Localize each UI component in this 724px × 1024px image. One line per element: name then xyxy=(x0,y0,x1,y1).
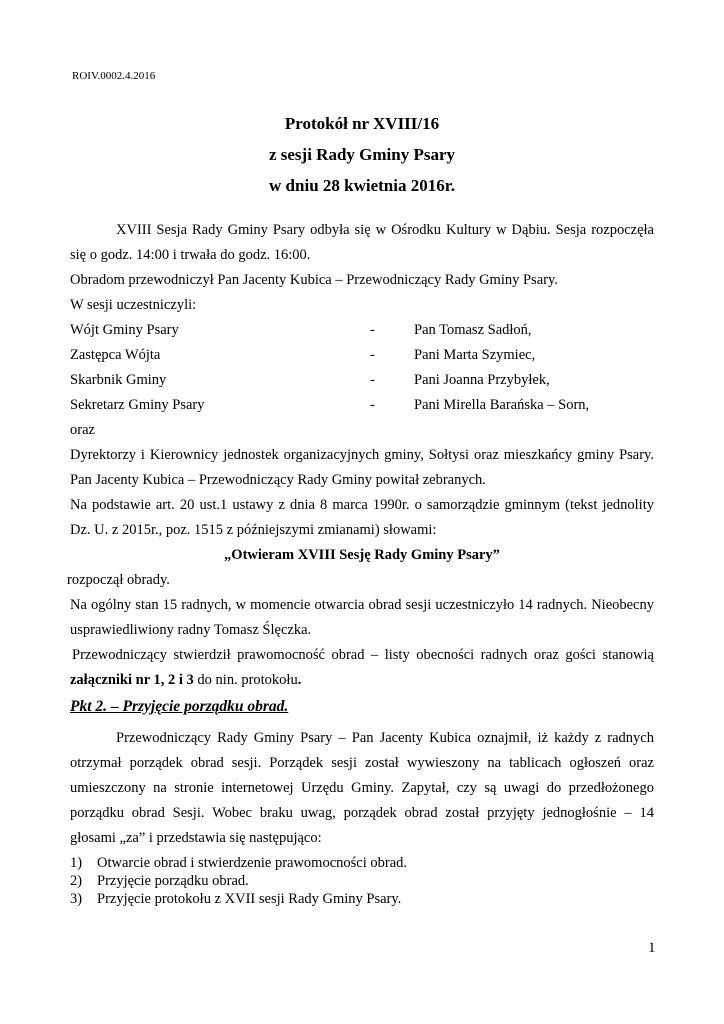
agenda-item: Przyjęcie protokołu z XVII sesji Rady Gminy Psary. xyxy=(97,891,402,907)
legal-basis-line-1: Na podstawie art. 20 ust.1 ustawy z dnia 8 marca 1990r. o samorządzie gminnym (tekst jednolity xyxy=(70,497,654,513)
participant-name: Pani Joanna Przybyłek, xyxy=(414,372,550,388)
greeting-line: Pan Jacenty Kubica – Przewodniczący Rady Gminy powitał zebranych. xyxy=(70,472,486,488)
opening-quote: „Otwieram XVIII Sesję Rady Gminy Psary” xyxy=(224,547,500,563)
participants-intro: W sesji uczestniczyli: xyxy=(70,297,197,313)
participant-name: Pan Tomasz Sadłoń, xyxy=(414,322,532,338)
legal-basis-line-2: Dz. U. z 2015r., poz. 1515 z późniejszymi zmianami) słowami: xyxy=(70,522,437,538)
intro-line-2: się o godz. 14:00 i trwała do godz. 16:00. xyxy=(70,247,311,263)
participant-dash: - xyxy=(370,322,375,338)
section-2-heading: Pkt 2. – Przyjęcie porządku obrad. xyxy=(70,698,289,715)
quorum-period: . xyxy=(297,672,302,688)
section-2-line-3: umieszczony na stronie internetowej Urzędu Gminy. Zapytał, czy są uwagi do przedłożonego xyxy=(70,780,654,796)
quorum-line-1: Przewodniczący stwierdził prawomocność obrad – listy obecności radnych oraz gości stanowią xyxy=(72,647,654,663)
participant-name: Pani Marta Szymiec, xyxy=(414,347,536,363)
quorum-line-2 xyxy=(70,672,301,689)
directors-line: Dyrektorzy i Kierownicy jednostek organizacyjnych gminy, Sołtysi oraz mieszkańcy gminy Psary. xyxy=(70,447,654,463)
title-line-3: w dniu 28 kwietnia 2016r. xyxy=(269,176,455,195)
intro-line-1: XVIII Sesja Rady Gminy Psary odbyła się w Ośrodku Kultury w Dąbiu. Sesja rozpoczęła xyxy=(116,222,654,238)
oraz-line: oraz xyxy=(70,422,95,438)
title-line-1: Protokół nr XVIII/16 xyxy=(284,114,440,133)
document-reference: ROIV.0002.4.2016 xyxy=(72,70,156,82)
count-line-1: Na ogólny stan 15 radnych, w momencie otwarcia obrad sesji uczestniczyło 14 radnych. Nieobecny xyxy=(70,597,654,613)
chair-line: Obradom przewodniczył Pan Jacenty Kubica – Przewodniczący Rady Gminy Psary. xyxy=(70,272,558,288)
participant-role: Zastępca Wójta xyxy=(70,347,161,363)
agenda-number: 3) xyxy=(70,891,83,907)
participant-dash: - xyxy=(370,347,375,363)
page-number: 1 xyxy=(648,940,656,956)
participant-dash: - xyxy=(370,397,375,413)
agenda-item: Przyjęcie porządku obrad. xyxy=(97,873,249,889)
participant-name: Pani Mirella Barańska – Sorn, xyxy=(414,397,590,413)
agenda-item: Otwarcie obrad i stwierdzenie prawomocności obrad. xyxy=(97,855,408,871)
participant-role: Skarbnik Gminy xyxy=(70,372,167,388)
participant-role: Sekretarz Gminy Psary xyxy=(70,397,205,413)
section-2-line-5: głosami „za” i przedstawia się następująco: xyxy=(70,830,322,846)
section-2-line-4: porządku obrad Sesji. Wobec braku uwag, porządek obrad został przyjęty jednogłośnie – 14 xyxy=(70,805,654,821)
participant-role: Wójt Gminy Psary xyxy=(70,322,179,338)
section-2-line-2: otrzymał porządek obrad sesji. Porządek sesji został wywieszony na tablicach ogłoszeń oraz xyxy=(70,755,654,771)
section-2-line-1: Przewodniczący Rady Gminy Psary – Pan Jacenty Kubica oznajmił, iż każdy z radnych xyxy=(116,730,654,746)
attachments-reference: załączniki nr 1, 2 i 3 xyxy=(70,672,194,688)
agenda-number: 2) xyxy=(70,873,83,889)
title-line-2: z sesji Rady Gminy Psary xyxy=(268,145,456,164)
count-line-2: usprawiedliwiony radny Tomasz Ślęczka. xyxy=(70,622,312,638)
agenda-number: 1) xyxy=(70,855,83,871)
quorum-rest: do nin. protokołu xyxy=(193,672,298,688)
started-line: rozpoczął obrady. xyxy=(67,572,170,588)
participant-dash: - xyxy=(370,372,375,388)
